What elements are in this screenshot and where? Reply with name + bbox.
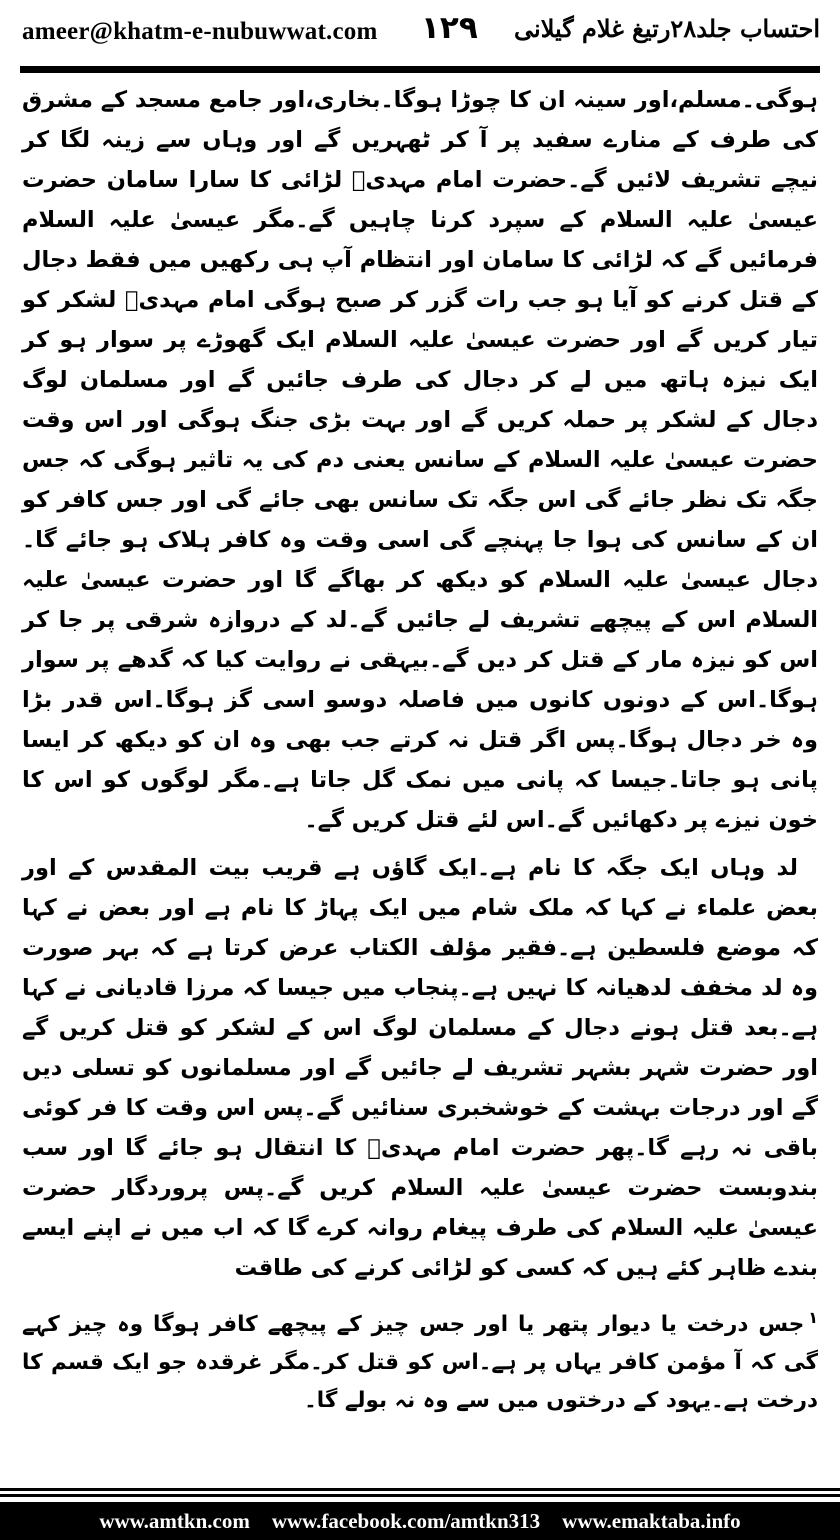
paragraph-2: لد وہاں ایک جگہ کا نام ہے۔ایک گاؤں ہے قریب بیت المقدس کے اور بعض علماء نے کہا کہ ملک شام میں ایک پہاڑ کا نام ہے اور بعض نے کہا کہ موضع فلسطین ہے۔فقیر مؤلف الکتاب عرض کرتا ہے کہ بہر صورت وہ لد مخفف لدھیانہ کا نہیں ہے۔پنجاب میں جیسا کہ مرزا قادیانی نے کہا ہے۔بعد قتل ہونے دجال کے مسلمان لوگ اس کے لشکر کو قتل کریں گے اور حضرت شہر بشہر تشریف لے جائیں گے اور مسلمانوں کو تسلی دیں گے اور درجات بہشت کے خوشخبری سنائیں گے۔پس اس وقت کا فر کوئی باقی نہ رہے گا۔پھر حضرت امام مہدیؓ کا انتقال ہو جائے گا اور سب بندوبست حضرت عیسیٰ علیہ السلام کریں گے۔پس پروردگار حضرت عیسیٰ علیہ السلام کی طرف پیغام روانہ کرے گا کہ اب میں نے اپنے ایسے بندے ظاہر کئے ہیں کہ کسی کو لڑائی کرنے کی طاقت — [22, 855, 818, 1281]
footer-links-bar — [0, 1502, 840, 1540]
main-text — [22, 80, 818, 1420]
header-email: ameer@khatm-e-nubuwwat.com — [22, 18, 378, 45]
footer-rule-1 — [0, 1488, 840, 1491]
footer-rule-2 — [0, 1494, 840, 1497]
page-header — [22, 0, 820, 68]
footnote-separator — [22, 1292, 818, 1293]
footer-link-emaktaba[interactable]: www.emaktaba.info — [562, 1508, 741, 1533]
footnote-marker: ۱ — [808, 1308, 818, 1327]
footnote — [22, 1299, 818, 1420]
footer-link-facebook[interactable]: www.facebook.com/amtkn313 — [271, 1508, 541, 1533]
footnote-text: جس درخت یا دیوار پتھر یا اور جس چیز کے پیچھے کافر ہوگا وہ چیز کہے گی کہ آ مؤمن کافر یہاں پر ہے۔اس کو قتل کر۔مگر غرقدہ جو ایک قسم کا درخت ہے۔یہود کے درختوں میں سے وہ نہ بولے گا۔ — [22, 1312, 818, 1414]
header-rule — [20, 66, 820, 73]
page-number: ۱۲۹ — [421, 10, 478, 46]
footer-link-amtkn[interactable]: www.amtkn.com — [99, 1508, 250, 1533]
paragraph-1: ہوگی۔مسلم،اور سینہ ان کا چوڑا ہوگا۔بخاری،اور جامع مسجد کے مشرق کی طرف کے منارے سفید پر آ کر ٹھہریں گے اور وہاں سے زینہ لگا کر نیچے تشریف لائیں گے۔حضرت امام مہدیؓ لڑائی کا سارا سامان حضرت عیسیٰ علیہ السلام کے سپرد کرنا چاہیں گے۔مگر عیسیٰ علیہ السلام فرمائیں گے کہ لڑائی کا سامان اور انتظام آپ ہی رکھیں میں فقط دجال کے قتل کرنے کو آیا ہو جب رات گزر کر صبح ہوگی امام مہدیؓ لشکر کو تیار کریں گے اور حضرت عیسیٰ علیہ السلام ایک گھوڑے پر سوار ہو کر ایک نیزہ ہاتھ میں لے کر دجال کی طرف جائیں گے اور مسلمان لوگ دجال کے لشکر پر حملہ کریں گے اور بہت بڑی جنگ ہوگی اور اس وقت حضرت عیسیٰ علیہ السلام کے سانس یعنی دم کی یہ تاثیر ہوگی کہ جس جگہ تک نظر جائے گی اس جگہ تک سانس بھی جائے گی اور جس کافر کو ان کے سانس کی ہوا جا پہنچے گی اسی وقت وہ کافر ہلاک ہو جائے گا۔دجال عیسیٰ علیہ السلام کو دیکھ کر بھاگے گا اور حضرت عیسیٰ علیہ السلام اس کے پیچھے تشریف لے جائیں گے۔لد کے دروازہ شرقی پر جا کر اس کو نیزہ مار کے قتل کر دیں گے۔بیہقی نے روایت کیا کہ گدھے پر سوار ہوگا۔اس کے دونوں کانوں میں فاصلہ دوسو اسی گز ہوگا۔اس قدر بڑا وہ خر دجال ہوگا۔پس اگر قتل نہ کرتے جب بھی وہ ان کو دیکھ کر ایسا پانی ہو جاتا۔جیسا کہ پانی میں نمک گل جاتا ہے۔مگر لوگوں کو اس کا خون نیزے پر دکھائیں گے۔اس لئے قتل کریں گے۔ — [22, 87, 818, 833]
running-head-title: احتساب جلد۲۸رتیغ غلام گیلانی — [514, 14, 820, 43]
